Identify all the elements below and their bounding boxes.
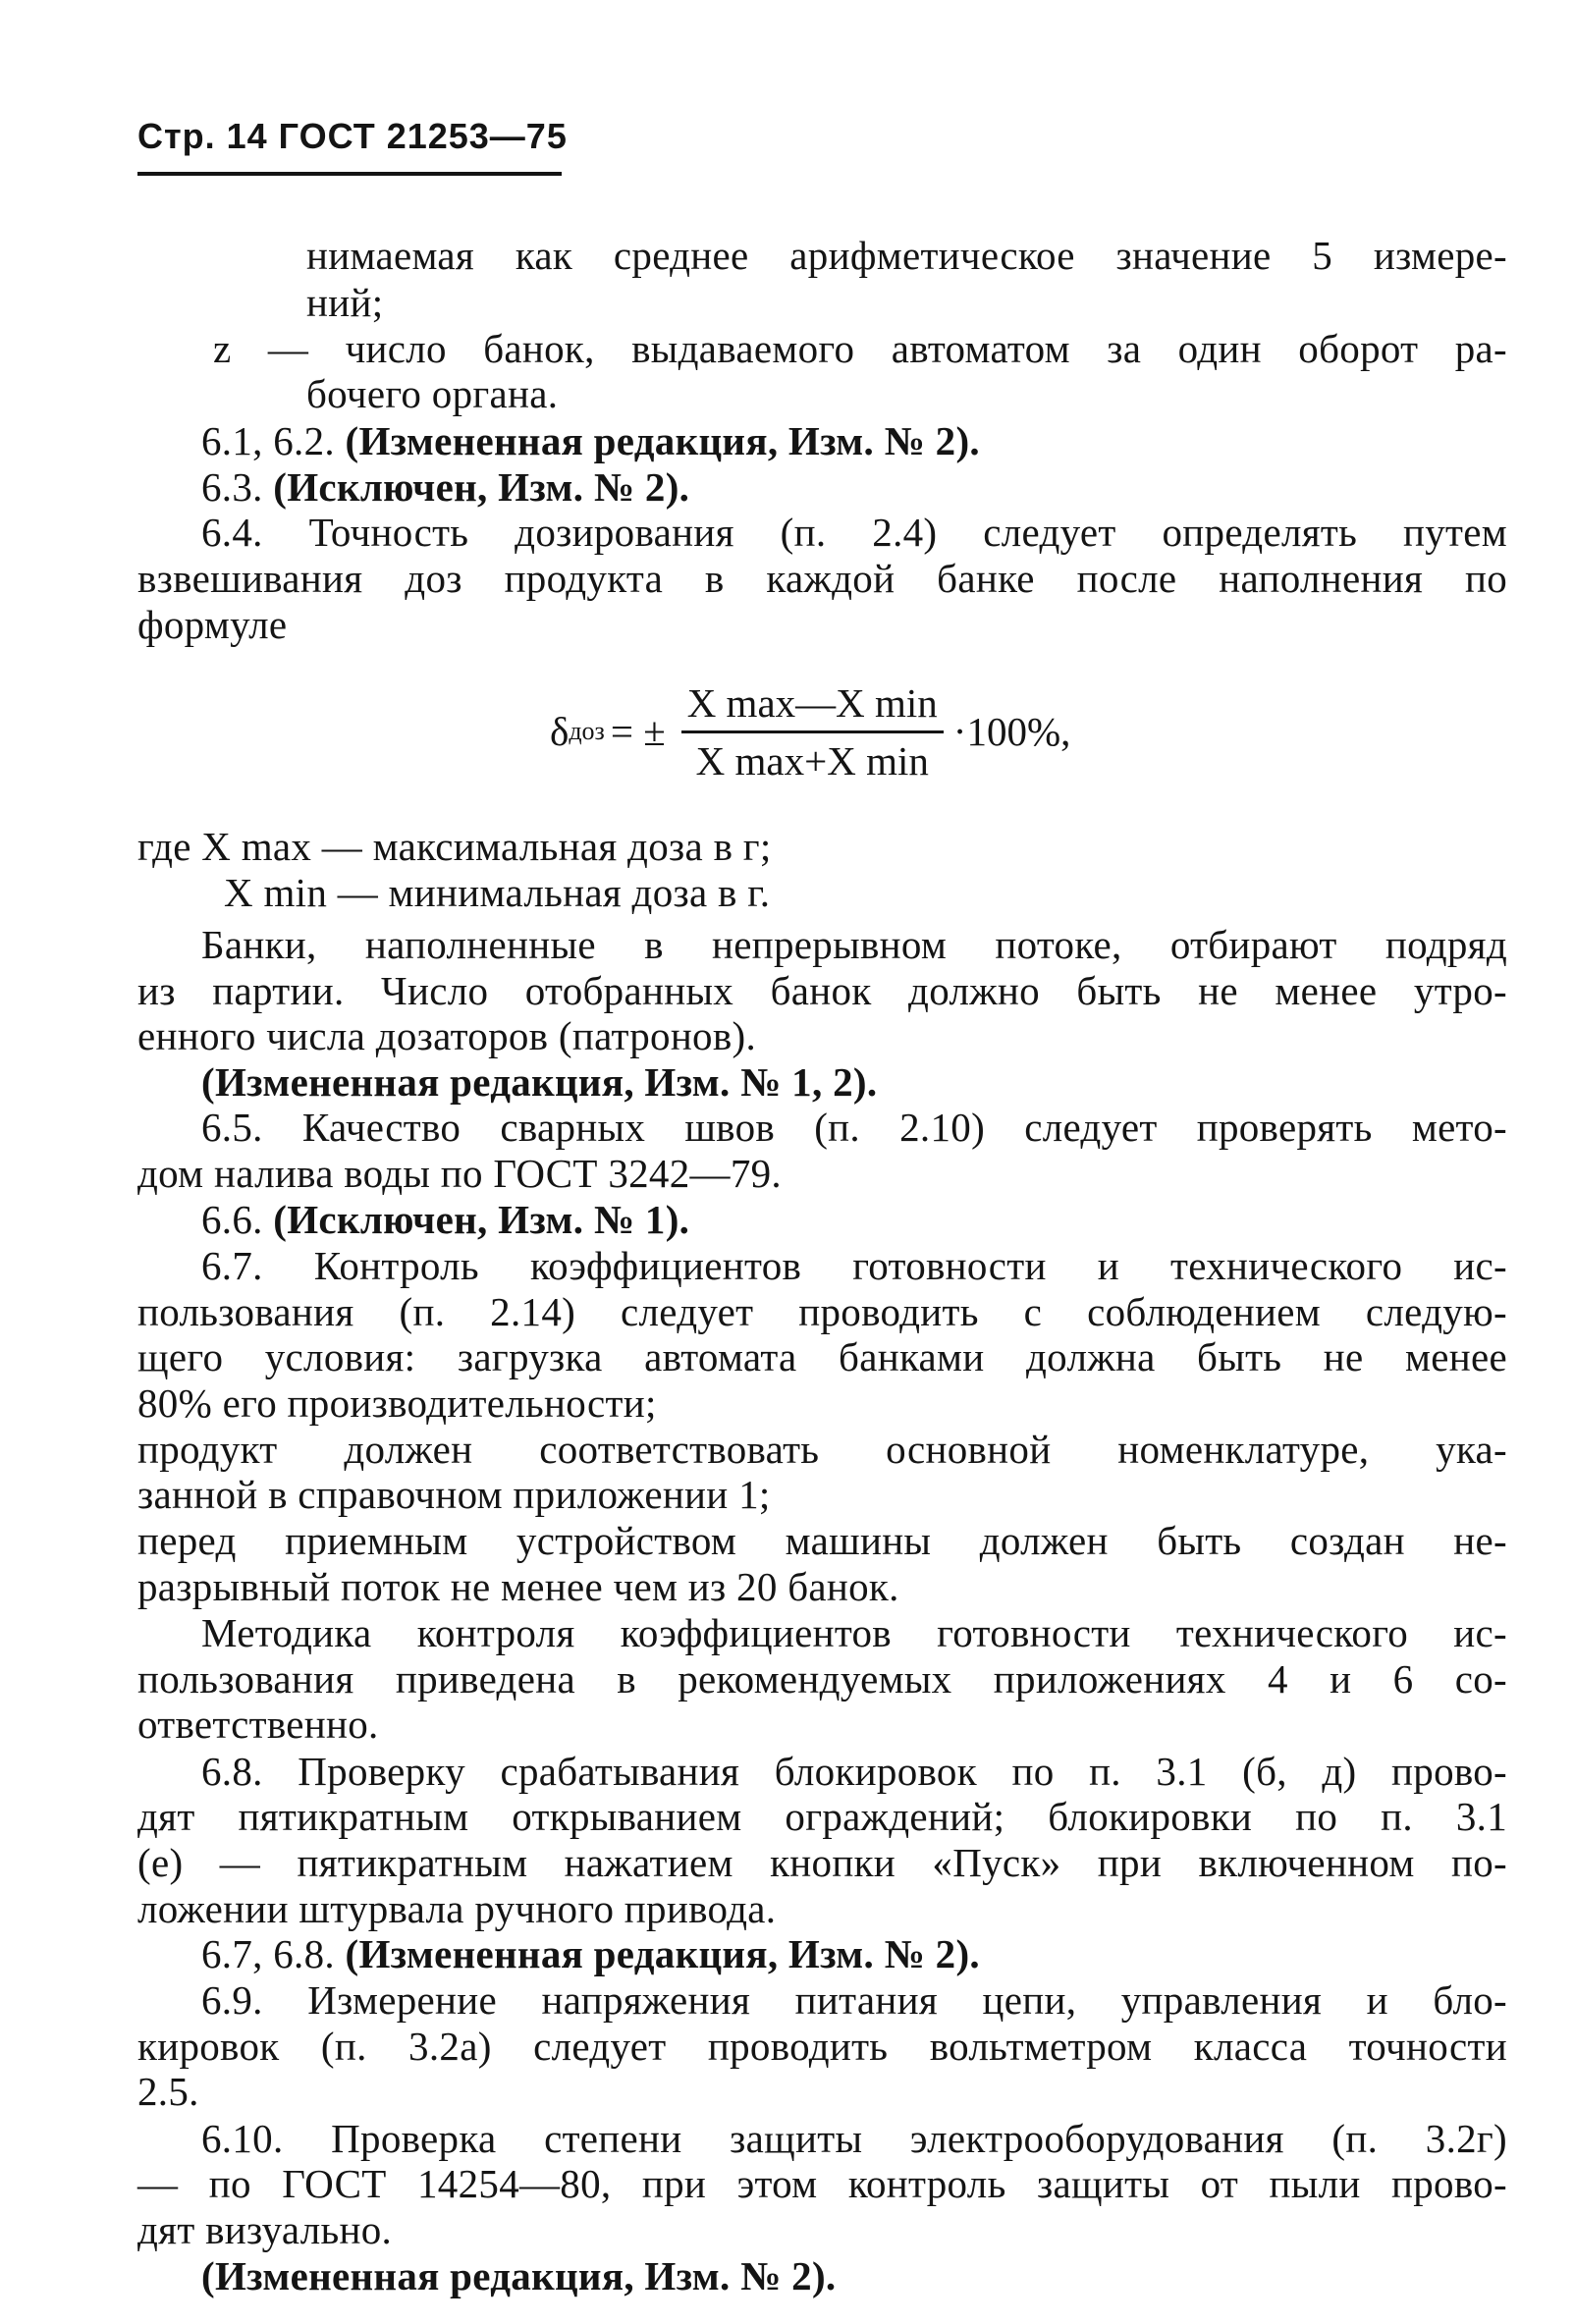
clause-number: 6.3. (201, 464, 274, 510)
text-line: дят пятикратным открыванием ограждений; блокировки по п. 3.1 (137, 1794, 1507, 1839)
amendment-line (201, 463, 1507, 511)
text-line: дят визуально. (137, 2207, 393, 2252)
text-line: X min — минимальная доза в г. (224, 870, 771, 915)
page-header: Стр. 14 ГОСТ 21253—75 (137, 116, 568, 156)
text-line: Банки, наполненные в непрерывном потоке, отбирают подряд (201, 922, 1507, 967)
text-line: где X max — максимальная доза в г; (137, 824, 772, 869)
text-line: формуле (137, 602, 288, 647)
formula-lhs: δ (550, 709, 570, 754)
dosing-accuracy-formula (550, 677, 1070, 785)
text-line: (е) — пятикратным нажатием кнопки «Пуск» при включенном по- (137, 1840, 1507, 1885)
clause-number: 6.6. (201, 1197, 274, 1242)
text-line: ответственно. (137, 1702, 379, 1747)
text-line: 6.9. Измерение напряжения питания цепи, управления и бло- (201, 1977, 1507, 2023)
text-line: пользования приведена в рекомендуемых приложениях 4 и 6 со- (137, 1656, 1507, 1702)
text-line: ний; (306, 280, 384, 325)
text-line: Методика контроля коэффициентов готовности технического ис- (201, 1610, 1507, 1655)
amendment-note: (Измененная редакция, Изм. № 1, 2). (201, 1059, 878, 1105)
formula-denominator: X max+X min (695, 737, 929, 784)
clause-number: 6.1, 6.2. (201, 418, 346, 463)
amendment-note: (Измененная редакция, Изм. № 2). (345, 1931, 980, 1976)
text-line: продукт должен соответствовать основной номенклатуре, ука- (137, 1427, 1507, 1472)
amendment-note: (Исключен, Изм. № 1). (273, 1197, 690, 1242)
text-line: 2.5. (137, 2069, 199, 2114)
text-line: занной в справочном приложении 1; (137, 1472, 771, 1517)
formula-tail: ·100%, (952, 709, 1071, 754)
text-line: 6.5. Качество сварных швов (п. 2.10) следует проверять мето- (201, 1105, 1507, 1150)
clause-number: 6.7, 6.8. (201, 1931, 346, 1976)
formula-numerator: X max—X min (686, 679, 938, 726)
formula-lhs-sub: доз (569, 717, 605, 745)
text-line: перед приемным устройством машины должен быть создан не- (137, 1518, 1507, 1563)
text-line: z — число банок, выдаваемого автоматом за один оборот ра- (213, 326, 1507, 371)
text-line: 6.8. Проверку срабатывания блокировок по п. 3.1 (б, д) прово- (201, 1749, 1507, 1794)
amendment-note: (Исключен, Изм. № 2). (273, 464, 690, 510)
text-line: енного числа дозаторов (патронов). (137, 1013, 757, 1058)
text-line: 6.7. Контроль коэффициентов готовности и технического ис- (201, 1243, 1507, 1288)
text-line: взвешивания доз продукта в каждой банке после наполнения по (137, 556, 1507, 601)
text-line: разрывный поток не менее чем из 20 банок. (137, 1564, 899, 1609)
text-line: — по ГОСТ 14254—80, при этом контроль защиты от пыли прово- (137, 2161, 1507, 2206)
text-line: пользования (п. 2.14) следует проводить с соблюдением следую- (137, 1289, 1507, 1334)
text-line: ложении штурвала ручного привода. (137, 1886, 777, 1931)
amendment-line (201, 1196, 1507, 1243)
amendment-line (201, 1930, 1507, 1977)
text-line: 6.10. Проверка степени защиты электрооборудования (п. 3.2г) (201, 2116, 1507, 2161)
text-line: нимаемая как среднее арифметическое значение 5 измере- (306, 233, 1507, 278)
amendment-line (201, 417, 1507, 464)
text-line: 6.4. Точность дозирования (п. 2.4) следует определять путем (201, 510, 1507, 555)
text-line: кировок (п. 3.2а) следует проводить вольтметром класса точности (137, 2024, 1507, 2069)
formula-eq: = ± (610, 709, 666, 754)
text-line: щего условия: загрузка автомата банками должна быть не менее (137, 1334, 1507, 1379)
amendment-note: (Измененная редакция, Изм. № 2). (201, 2253, 837, 2298)
text-line: 80% его производительности; (137, 1380, 657, 1426)
formula-fraction (681, 679, 944, 784)
header-rule (137, 172, 562, 176)
amendment-note: (Измененная редакция, Изм. № 2). (345, 418, 980, 463)
text-line: из партии. Число отобранных банок должно быть не менее утро- (137, 968, 1507, 1013)
text-line: бочего органа. (306, 371, 559, 416)
text-line: дом налива воды по ГОСТ 3242—79. (137, 1151, 782, 1196)
